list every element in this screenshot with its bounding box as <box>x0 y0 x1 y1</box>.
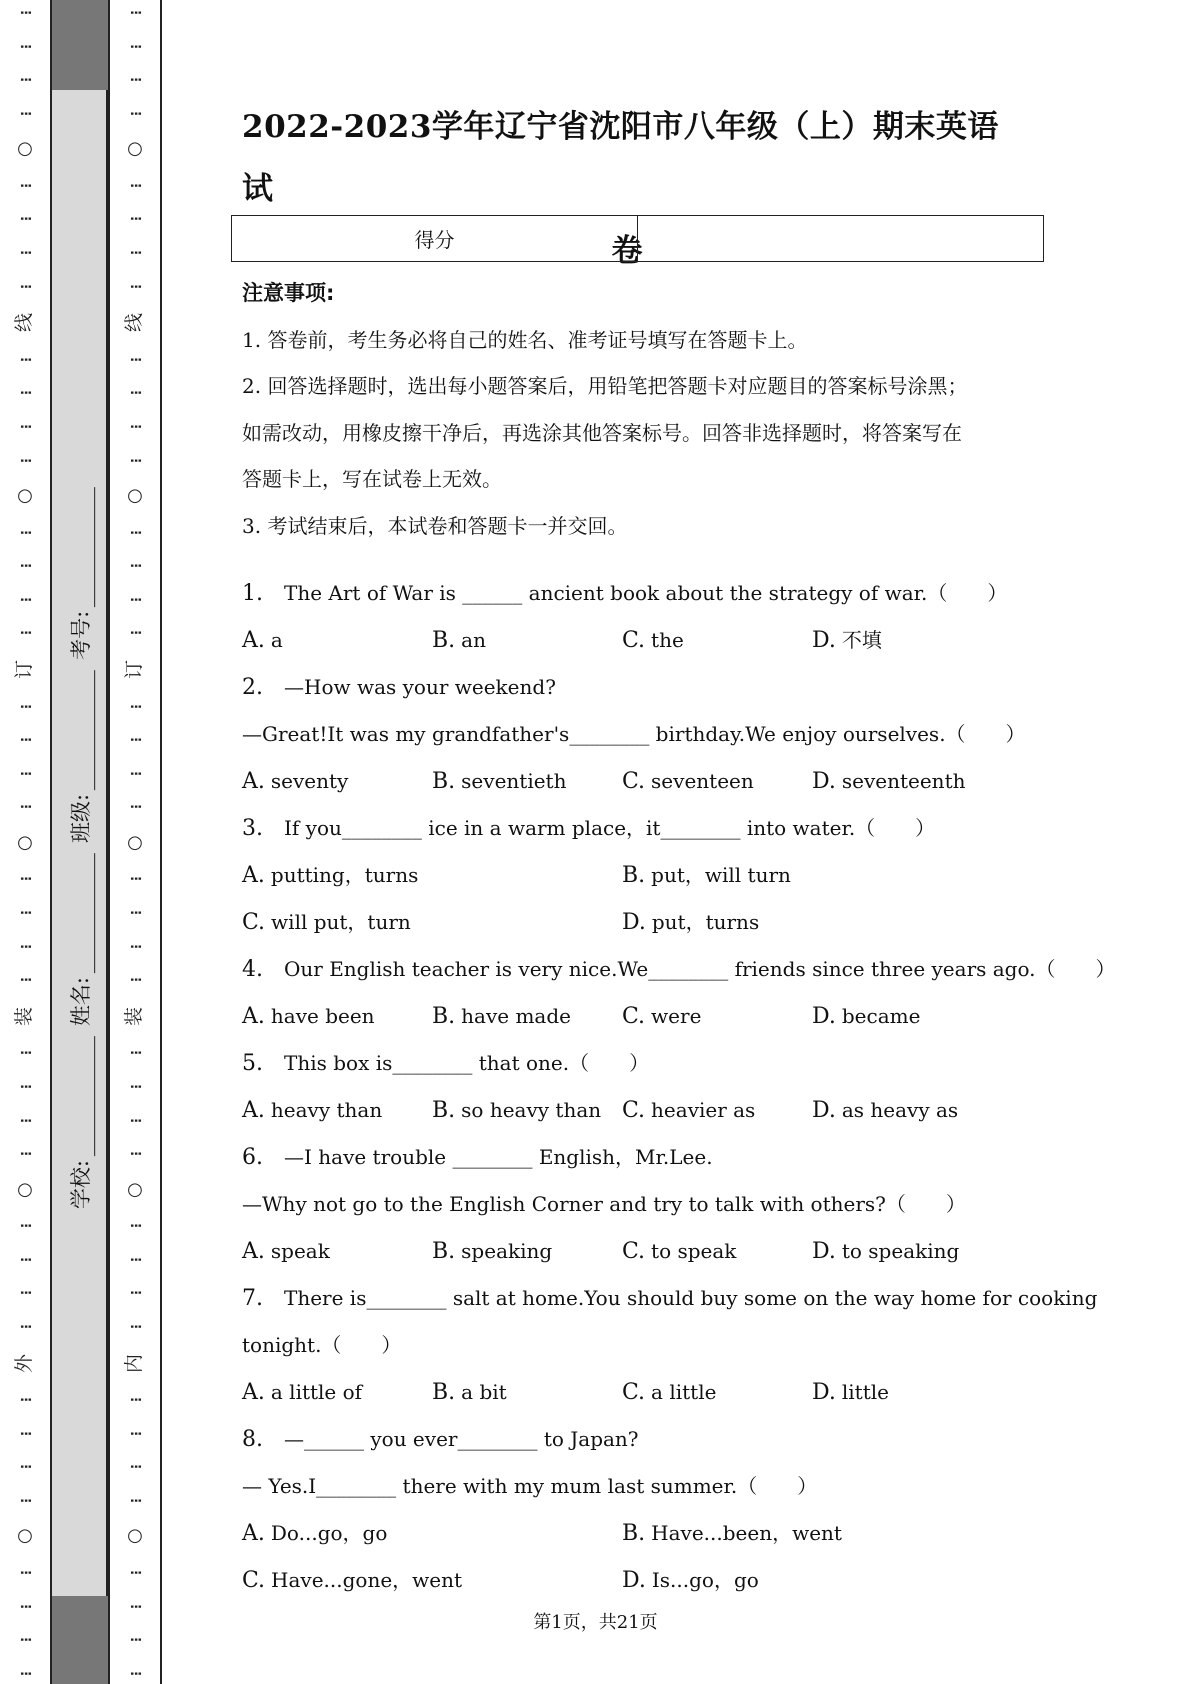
option-row <box>242 1557 1032 1604</box>
dotted-cut-line: ⋮ <box>17 1079 33 1093</box>
dotted-cut-line: ⋮ <box>127 1426 143 1440</box>
dotted-cut-line: ⋮ <box>127 1666 143 1680</box>
option-text: heavier as <box>651 1098 756 1122</box>
dotted-cut-line: ⋮ <box>127 1599 143 1613</box>
answer-option[interactable] <box>242 899 622 946</box>
dotted-cut-line: ⋮ <box>127 73 143 87</box>
dotted-cut-line: ⋮ <box>17 626 33 640</box>
dotted-cut-line: ⋮ <box>127 1393 143 1407</box>
dotted-cut-line: ⋮ <box>17 699 33 713</box>
dotted-cut-line: ⋮ <box>17 733 33 747</box>
dotted-cut-line: ⋮ <box>127 1566 143 1580</box>
answer-option[interactable] <box>432 1369 622 1416</box>
dotted-cut-line: ⋮ <box>127 906 143 920</box>
dotted-cut-line: ⋮ <box>127 453 143 467</box>
dotted-cut-line: ⋮ <box>17 73 33 87</box>
notice-heading: 注意事项: <box>242 281 335 305</box>
option-letter: A. <box>242 769 265 794</box>
binding-circle: ○ <box>17 1525 33 1547</box>
answer-option[interactable] <box>812 993 1002 1040</box>
option-text: a <box>270 628 283 652</box>
option-letter: C. <box>242 910 266 935</box>
option-text: so heavy than <box>461 1098 602 1122</box>
dotted-cut-line: ⋮ <box>17 212 33 226</box>
dotted-cut-line: ⋮ <box>17 1319 33 1333</box>
exam-notice <box>242 270 1022 549</box>
option-text: seventeen <box>651 769 754 793</box>
answer-option[interactable] <box>622 1369 812 1416</box>
dotted-cut-line: ⋮ <box>127 352 143 366</box>
answer-option[interactable] <box>242 1369 432 1416</box>
answer-option[interactable] <box>242 1510 622 1557</box>
binding-block-top <box>52 0 108 90</box>
dotted-cut-line: ⋮ <box>127 246 143 260</box>
option-text: little <box>841 1380 889 1404</box>
student-info-fields <box>52 90 108 1596</box>
option-text: seventeenth <box>841 769 966 793</box>
school-label: 学校: <box>69 1160 93 1210</box>
binding-circle: ○ <box>17 138 33 160</box>
option-text: seventieth <box>461 769 567 793</box>
dotted-cut-line: ⋮ <box>17 559 33 573</box>
option-text: Do...go，go <box>270 1521 388 1545</box>
dotted-cut-line: ⋮ <box>17 939 33 953</box>
option-text: seventy <box>270 769 349 793</box>
binding-circle: ○ <box>127 1525 143 1547</box>
option-letter: A. <box>242 1380 265 1405</box>
question-stem <box>242 1275 1098 1322</box>
answer-option[interactable] <box>242 758 432 805</box>
option-letter: D. <box>812 1239 836 1264</box>
dotted-cut-line: ⋮ <box>127 626 143 640</box>
dotted-cut-line: ⋮ <box>17 906 33 920</box>
answer-option[interactable] <box>622 993 812 1040</box>
dotted-cut-line: ⋮ <box>127 559 143 573</box>
binding-circle: ○ <box>127 138 143 160</box>
option-text: Is...go，go <box>651 1568 759 1592</box>
option-letter: B. <box>622 1521 646 1546</box>
answer-option[interactable] <box>812 1369 1002 1416</box>
option-text: 不填 <box>841 628 882 652</box>
question-number: 7. <box>242 1286 263 1311</box>
question-number: 8. <box>242 1427 263 1452</box>
option-letter: A. <box>242 1098 265 1123</box>
option-letter: C. <box>242 1568 266 1593</box>
question-stem <box>242 1416 1032 1463</box>
option-text: put，will turn <box>651 863 791 887</box>
option-letter: A. <box>242 863 265 888</box>
answer-option[interactable] <box>432 993 622 1040</box>
dotted-cut-line: ⋮ <box>17 872 33 886</box>
dotted-cut-line: ⋮ <box>17 1252 33 1266</box>
dotted-cut-line: ⋮ <box>17 1493 33 1507</box>
title-line-1: 2022-2023学年辽宁省沈阳市八年级（上）期末英语试 <box>242 109 999 207</box>
exam-no-label: 考号: <box>69 610 93 660</box>
answer-option[interactable] <box>812 1087 1002 1134</box>
exam-no-field[interactable] <box>65 487 95 660</box>
question-stem <box>242 570 1032 617</box>
option-text: a little of <box>270 1380 363 1404</box>
dotted-cut-line: ⋮ <box>127 1252 143 1266</box>
dotted-cut-line: ⋮ <box>17 1426 33 1440</box>
question-number: 3. <box>242 816 263 841</box>
dotted-cut-line: ⋮ <box>17 1633 33 1647</box>
option-letter: C. <box>622 769 646 794</box>
option-letter: C. <box>622 628 646 653</box>
binding-label: 装 <box>123 1006 146 1026</box>
question-text: Our English teacher is very nice.We________ friends since three years ago.（ ） <box>284 957 1116 981</box>
dotted-cut-line: ⋮ <box>127 1113 143 1127</box>
notice-item: 答题卡上，写在试卷上无效。 <box>242 467 502 491</box>
option-text: putting，turns <box>270 863 419 887</box>
notice-item: 1. 答卷前，考生务必将自己的姓名、准考证号填写在答题卡上。 <box>242 327 808 352</box>
dotted-cut-line: ⋮ <box>17 419 33 433</box>
option-text: speak <box>270 1239 330 1263</box>
option-text: a little <box>651 1380 717 1404</box>
question-stem-continued <box>242 1463 1032 1510</box>
option-letter: C. <box>622 1004 646 1029</box>
question-list <box>242 570 1116 1604</box>
question-number: 4. <box>242 957 263 982</box>
inner-binding-strip <box>108 0 162 1684</box>
answer-option[interactable] <box>622 1087 812 1134</box>
question-text: There is________ salt at home.You should buy some on the way home for cooking <box>284 1286 1098 1310</box>
dotted-cut-line: ⋮ <box>127 939 143 953</box>
question-text: —How was your weekend? <box>284 675 556 699</box>
binding-circle: ○ <box>127 485 143 507</box>
option-letter: A. <box>242 1004 265 1029</box>
option-letter: A. <box>242 1521 265 1546</box>
answer-option[interactable] <box>432 1087 622 1134</box>
option-letter: C. <box>622 1380 646 1405</box>
dotted-cut-line: ⋮ <box>127 766 143 780</box>
binding-label: 线 <box>13 313 36 333</box>
school-field[interactable] <box>65 1036 95 1209</box>
dotted-cut-line: ⋮ <box>127 212 143 226</box>
option-text: a bit <box>461 1380 507 1404</box>
binding-label: 外 <box>13 1353 36 1373</box>
option-text: the <box>651 628 684 652</box>
option-text: to speaking <box>841 1239 960 1263</box>
answer-option[interactable] <box>242 993 432 1040</box>
answer-option[interactable] <box>622 899 1002 946</box>
dotted-cut-line: ⋮ <box>127 1147 143 1161</box>
question-text: —______ you ever________ to Japan? <box>284 1427 639 1451</box>
dotted-cut-line: ⋮ <box>17 1219 33 1233</box>
dotted-cut-line: ⋮ <box>17 525 33 539</box>
dotted-cut-line: ⋮ <box>127 178 143 192</box>
dotted-cut-line: ⋮ <box>127 1046 143 1060</box>
dotted-cut-line: ⋮ <box>127 1219 143 1233</box>
option-letter: D. <box>622 910 646 935</box>
dotted-cut-line: ⋮ <box>17 1393 33 1407</box>
answer-option[interactable] <box>242 1557 622 1604</box>
question-text: This box is________ that one.（ ） <box>284 1051 650 1075</box>
option-text: as heavy as <box>841 1098 959 1122</box>
dotted-cut-line: ⋮ <box>17 1286 33 1300</box>
option-row <box>242 617 1032 664</box>
dotted-cut-line: ⋮ <box>17 352 33 366</box>
option-letter: A. <box>242 628 265 653</box>
page-footer: 第1页，共21页 <box>533 1612 658 1633</box>
dotted-cut-line: ⋮ <box>17 1599 33 1613</box>
option-letter: D. <box>812 1098 836 1123</box>
answer-option[interactable] <box>812 1228 1002 1275</box>
score-value-cell[interactable] <box>637 216 1043 261</box>
option-text: have made <box>461 1004 571 1028</box>
dotted-cut-line: ⋮ <box>17 279 33 293</box>
answer-option[interactable] <box>242 852 622 899</box>
option-row <box>242 1228 1032 1275</box>
dotted-cut-line: ⋮ <box>127 872 143 886</box>
option-letter: D. <box>812 769 836 794</box>
dotted-cut-line: ⋮ <box>127 1319 143 1333</box>
score-label: 得分 <box>414 228 455 252</box>
dotted-cut-line: ⋮ <box>127 699 143 713</box>
dotted-cut-line: ⋮ <box>17 1046 33 1060</box>
dotted-cut-line: ⋮ <box>17 178 33 192</box>
answer-option[interactable] <box>622 1510 1002 1557</box>
dotted-cut-line: ⋮ <box>17 800 33 814</box>
option-text: an <box>461 628 486 652</box>
question-text: If you________ ice in a warm place，it________ into water.（ ） <box>284 816 936 840</box>
binding-label: 内 <box>123 1353 146 1373</box>
question-text: The Art of War is ______ ancient book about the strategy of war.（ ） <box>284 581 1008 605</box>
dotted-cut-line: ⋮ <box>127 279 143 293</box>
option-row <box>242 1510 1032 1557</box>
option-letter: B. <box>432 628 456 653</box>
question-number: 5. <box>242 1051 263 1076</box>
dotted-cut-line: ⋮ <box>17 453 33 467</box>
question-text: — Yes.I________ there with my mum last summer.（ ） <box>242 1474 818 1498</box>
option-letter: B. <box>432 1239 456 1264</box>
option-text: to speak <box>651 1239 737 1263</box>
dotted-cut-line: ⋮ <box>17 1566 33 1580</box>
binding-label: 订 <box>13 659 36 679</box>
option-text: Have...gone，went <box>271 1568 463 1592</box>
dotted-cut-line: ⋮ <box>127 800 143 814</box>
option-letter: A. <box>242 1239 265 1264</box>
dotted-cut-line: ⋮ <box>127 386 143 400</box>
dotted-cut-line: ⋮ <box>127 6 143 19</box>
answer-option[interactable] <box>432 758 622 805</box>
dotted-cut-line: ⋮ <box>17 1666 33 1680</box>
option-letter: D. <box>812 1380 836 1405</box>
answer-option[interactable] <box>812 758 1002 805</box>
binding-label: 订 <box>123 659 146 679</box>
answer-option[interactable] <box>242 1228 432 1275</box>
question-text: tonight.（ ） <box>242 1333 402 1357</box>
question-number: 1. <box>242 581 263 606</box>
class-label: 班级: <box>69 793 93 843</box>
dotted-cut-line: ⋮ <box>17 592 33 606</box>
option-letter: C. <box>622 1239 646 1264</box>
question-stem-continued <box>242 1181 1032 1228</box>
option-letter: D. <box>622 1568 646 1593</box>
name-label: 姓名: <box>69 977 93 1027</box>
option-letter: B. <box>432 1004 456 1029</box>
dotted-cut-line: ⋮ <box>127 733 143 747</box>
option-text: Have...been，went <box>651 1521 842 1545</box>
notice-item: 如需改动，用橡皮擦干净后，再选涂其他答案标号。回答非选择题时，将答案写在 <box>242 420 962 445</box>
dotted-cut-line: ⋮ <box>17 386 33 400</box>
option-letter: B. <box>432 769 456 794</box>
answer-option[interactable] <box>622 617 812 664</box>
option-row <box>242 899 1032 946</box>
binding-circle: ○ <box>17 1178 33 1200</box>
dotted-cut-line: ⋮ <box>17 1147 33 1161</box>
option-row <box>242 1369 1032 1416</box>
option-letter: B. <box>432 1380 456 1405</box>
binding-circle: ○ <box>17 831 33 853</box>
binding-circle: ○ <box>127 831 143 853</box>
option-row <box>242 993 1032 1040</box>
question-stem-continued <box>242 711 1032 758</box>
dotted-cut-line: ⋮ <box>127 419 143 433</box>
option-letter: D. <box>812 1004 836 1029</box>
dotted-cut-line: ⋮ <box>127 592 143 606</box>
option-text: speaking <box>461 1239 553 1263</box>
dotted-cut-line: ⋮ <box>127 1286 143 1300</box>
option-row <box>242 758 1032 805</box>
dotted-cut-line: ⋮ <box>127 1460 143 1474</box>
question-text: —Great!It was my grandfather's________ birthday.We enjoy ourselves.（ ） <box>242 722 1026 746</box>
option-letter: D. <box>812 628 836 653</box>
option-text: will put，turn <box>271 910 411 934</box>
binding-circle: ○ <box>17 485 33 507</box>
notice-item: 2. 回答选择题时，选出每小题答案后，用铅笔把答题卡对应题目的答案标号涂黑； <box>242 374 968 398</box>
notice-item: 3. 考试结束后，本试卷和答题卡一并交回。 <box>242 513 628 538</box>
question-number: 2. <box>242 675 263 700</box>
answer-option[interactable] <box>242 1087 432 1134</box>
question-stem <box>242 805 1032 852</box>
title-line-2: 卷 <box>611 233 643 269</box>
dotted-cut-line: ⋮ <box>17 1113 33 1127</box>
dotted-cut-line: ⋮ <box>127 1493 143 1507</box>
binding-label: 装 <box>13 1006 36 1026</box>
answer-option[interactable] <box>622 1557 1002 1604</box>
option-letter: C. <box>622 1098 646 1123</box>
option-row <box>242 1087 1032 1134</box>
score-table <box>231 215 1044 262</box>
option-letter: B. <box>432 1098 456 1123</box>
dotted-cut-line: ⋮ <box>127 106 143 120</box>
option-text: were <box>651 1004 702 1028</box>
answer-option[interactable] <box>622 758 812 805</box>
dotted-cut-line: ⋮ <box>127 973 143 987</box>
dotted-cut-line: ⋮ <box>127 1079 143 1093</box>
dotted-cut-line: ⋮ <box>17 246 33 260</box>
question-stem <box>242 1040 1032 1087</box>
answer-option[interactable] <box>432 1228 622 1275</box>
option-text: put，turns <box>651 910 760 934</box>
answer-option[interactable] <box>622 852 1002 899</box>
dotted-cut-line: ⋮ <box>127 525 143 539</box>
question-stem <box>242 946 1116 993</box>
question-number: 6. <box>242 1145 263 1170</box>
dotted-cut-line: ⋮ <box>17 6 33 19</box>
option-text: have been <box>270 1004 375 1028</box>
option-text: heavy than <box>270 1098 383 1122</box>
option-text: became <box>841 1004 921 1028</box>
option-row <box>242 852 1032 899</box>
name-field[interactable] <box>65 853 95 1026</box>
question-stem <box>242 664 1032 711</box>
option-letter: B. <box>622 863 646 888</box>
question-stem-continued <box>242 1322 1032 1369</box>
dotted-cut-line: ⋮ <box>17 766 33 780</box>
class-field[interactable] <box>65 670 95 843</box>
outer-binding-strip <box>0 0 52 1684</box>
answer-option[interactable] <box>432 617 622 664</box>
dotted-cut-line: ⋮ <box>127 1633 143 1647</box>
binding-label: 线 <box>123 313 146 333</box>
answer-option[interactable] <box>812 617 1002 664</box>
answer-option[interactable] <box>242 617 432 664</box>
binding-circle: ○ <box>127 1178 143 1200</box>
dotted-cut-line: ⋮ <box>17 39 33 53</box>
question-text: —I have trouble ________ English，Mr.Lee. <box>284 1145 713 1169</box>
answer-option[interactable] <box>622 1228 812 1275</box>
dotted-cut-line: ⋮ <box>127 39 143 53</box>
dotted-cut-line: ⋮ <box>17 973 33 987</box>
question-text: —Why not go to the English Corner and try to talk with others?（ ） <box>242 1192 966 1216</box>
dotted-cut-line: ⋮ <box>17 1460 33 1474</box>
question-stem <box>242 1134 1032 1181</box>
dotted-cut-line: ⋮ <box>17 106 33 120</box>
